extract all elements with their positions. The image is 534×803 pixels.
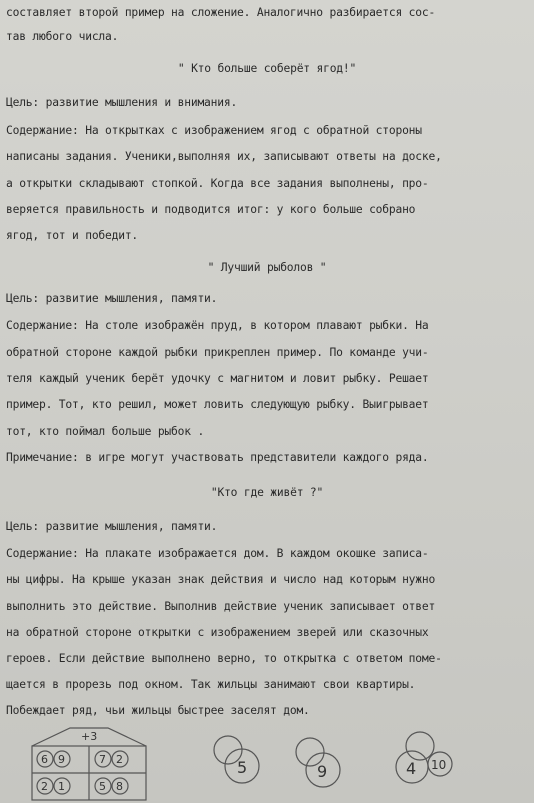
section-title: " Кто больше соберёт ягод!" [177,62,357,75]
text-line: Побеждает ряд, чьи жильцы быстрее заселят дом. [6,704,310,717]
roof-label: +3 [81,730,98,743]
window-number: 5 [99,780,106,793]
text-line: а открытки складывают стопкой. Когда все задания выполнены, про- [6,177,429,190]
text-line: ягод, тот и победит. [6,229,139,242]
text-line: героев. Если действие выполнено верно, то открытка с ответом поме- [6,652,442,665]
text-line: ны цифры. На крыше указан знак действия и число над которым нужно [6,573,436,586]
text-line: выполнить это действие. Выполнив действие ученик записывает ответ [6,600,436,613]
section-title: "Кто где живёт ?" [210,486,324,499]
text-line: пример. Тот, кто решил, может ловить следующую рыбку. Выигрывает [6,398,429,411]
circle-number: 4 [406,759,417,778]
text-line: Цель: развитие мышления и внимания. [6,96,238,109]
window-number: 8 [116,780,123,793]
text-line: веряется правильность и подводится итог: у кого больше собрано [6,203,416,216]
text-line: тав любого числа. [6,30,119,43]
window-number: 2 [41,780,48,793]
circle-number: 10 [431,758,447,772]
window-number: 6 [41,753,48,766]
house-drawing [0,724,534,803]
text-line: Содержание: На плакате изображается дом. В каждом окошке записа- [6,547,429,560]
text-line: Цель: развитие мышления, памяти. [6,520,218,533]
text-line: на обратной стороне открытки с изображением зверей или сказочных [6,626,429,639]
window-number: 9 [58,753,65,766]
window-number: 2 [116,753,123,766]
window-number: 7 [99,753,106,766]
text-line: Примечание: в игре могут участвовать представители каждого ряда. [6,451,429,464]
text-line: тот, кто поймал больше рыбок . [6,425,205,438]
text-line: Содержание: На столе изображён пруд, в котором плавают рыбки. На [6,319,429,332]
window-number: 1 [58,780,65,793]
text-line: составляет второй пример на сложение. Аналогично разбирается сос- [6,6,436,19]
circle-number: 9 [317,762,328,781]
text-line: Цель: развитие мышления, памяти. [6,292,218,305]
text-line: написаны задания. Ученики,выполняя их, записывают ответы на доске, [6,150,442,163]
answer-circles [214,732,452,787]
text-line: щается в прорезь под окном. Так жильцы занимают свои квартиры. [6,678,416,691]
circle-number: 5 [237,758,248,777]
text-line: обратной стороне каждой рыбки прикреплен пример. По команде учи- [6,346,429,359]
text-line: Содержание: На открытках с изображением ягод с обратной стороны [6,124,422,137]
text-line: теля каждый ученик берёт удочку с магнитом и ловит рыбку. Решает [6,372,429,385]
section-title: " Лучший рыболов " [207,261,327,274]
